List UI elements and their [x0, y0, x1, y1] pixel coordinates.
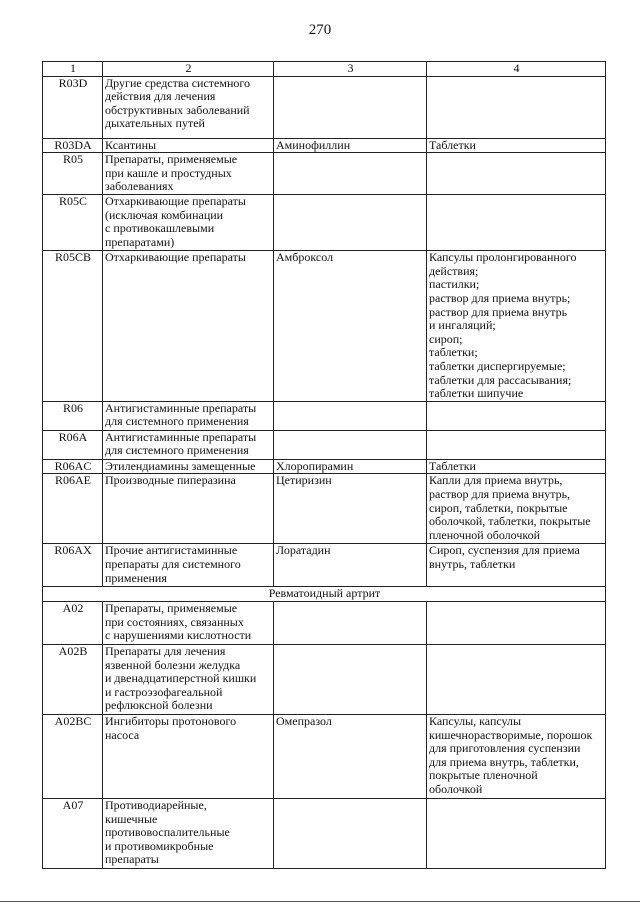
drug-group-cell: Отхаркивающие препараты (исключая комбинации с противокашлевыми препаратами) — [103, 195, 274, 251]
drug-group-cell: Противодиарейные, кишечные противовоспалительные и противомикробные препараты — [103, 798, 274, 868]
atc-code-cell: R03DA — [43, 138, 103, 153]
atc-code-cell: R05C — [43, 195, 103, 251]
drug-name-cell — [274, 401, 427, 430]
table-row — [43, 474, 606, 544]
table-row — [43, 138, 606, 153]
table-row — [43, 644, 606, 714]
table-row — [43, 76, 606, 138]
dosage-form-cell — [427, 76, 606, 138]
drug-group-cell: Прочие антигистаминные препараты для системного применения — [103, 544, 274, 587]
table-row — [43, 459, 606, 474]
dosage-form-cell: Таблетки — [427, 459, 606, 474]
table-row — [43, 601, 606, 644]
atc-code-cell: A02 — [43, 601, 103, 644]
header-row — [43, 62, 606, 77]
drug-name-cell — [274, 195, 427, 251]
table-row — [43, 401, 606, 430]
table-row — [43, 544, 606, 587]
drug-name-cell — [274, 644, 427, 714]
section-row — [43, 587, 606, 602]
dosage-form-cell — [427, 798, 606, 868]
drug-name-cell — [274, 153, 427, 195]
drug-name-cell: Хлоропирамин — [274, 459, 427, 474]
dosage-form-cell: Таблетки — [427, 138, 606, 153]
atc-code-cell: A02B — [43, 644, 103, 714]
drug-name-cell — [274, 798, 427, 868]
drug-group-cell: Другие средства системного действия для лечения обструктивных заболеваний дыхательных путей — [103, 76, 274, 138]
atc-code-cell: A02BC — [43, 714, 103, 798]
section-heading: Ревматоидный артрит — [43, 587, 606, 602]
atc-code-cell: R06 — [43, 401, 103, 430]
drug-name-cell: Цетиризин — [274, 474, 427, 544]
atc-code-cell: R05 — [43, 153, 103, 195]
dosage-form-cell: Капсулы, капсулы кишечнорастворимые, порошок для приготовления суспензии для приема внутрь, таблетки, покрытые пленочной оболочкой — [427, 714, 606, 798]
scan-bottom-edge — [0, 901, 640, 902]
dosage-form-cell — [427, 153, 606, 195]
table-row — [43, 798, 606, 868]
dosage-form-cell — [427, 195, 606, 251]
table-row — [43, 153, 606, 195]
dosage-form-cell — [427, 601, 606, 644]
column-header: 4 — [427, 62, 606, 77]
drug-group-cell: Препараты для лечения язвенной болезни желудка и двенадцатиперстной кишки и гастроэзофагеальной рефлюксной болезни — [103, 644, 274, 714]
column-header: 2 — [103, 62, 274, 77]
dosage-form-cell: Капли для приема внутрь, раствор для приема внутрь, сироп, таблетки, покрытые оболочкой, таблетки, покрытые пленочной оболочкой — [427, 474, 606, 544]
atc-code-cell: R05CB — [43, 251, 103, 402]
drug-name-cell: Лоратадин — [274, 544, 427, 587]
page-number: 270 — [308, 22, 332, 38]
drug-name-cell — [274, 76, 427, 138]
dosage-form-cell: Капсулы пролонгированного действия; пастилки; раствор для приема внутрь; раствор для приема внутрь и ингаляций; сироп; таблетки; таблетки диспергируемые; таблетки для рассасывания; таблетки шипучие — [427, 251, 606, 402]
drug-name-cell — [274, 601, 427, 644]
atc-code-cell: R06AX — [43, 544, 103, 587]
table-row — [43, 195, 606, 251]
drug-group-cell: Антигистаминные препараты для системного применения — [103, 401, 274, 430]
table-row — [43, 430, 606, 459]
drug-group-cell: Этилендиамины замещенные — [103, 459, 274, 474]
drug-group-cell: Производные пиперазина — [103, 474, 274, 544]
medication-table — [42, 61, 606, 869]
atc-code-cell: R06AC — [43, 459, 103, 474]
table-row — [43, 714, 606, 798]
dosage-form-cell: Сироп, суспензия для приема внутрь, таблетки — [427, 544, 606, 587]
table-body — [43, 76, 606, 868]
dosage-form-cell — [427, 430, 606, 459]
drug-name-cell — [274, 430, 427, 459]
drug-group-cell: Ксантины — [103, 138, 274, 153]
atc-code-cell: R06A — [43, 430, 103, 459]
atc-code-cell: R06AE — [43, 474, 103, 544]
drug-name-cell: Амброксол — [274, 251, 427, 402]
drug-group-cell: Препараты, применяемые при состояниях, связанных с нарушениями кислотности — [103, 601, 274, 644]
drug-name-cell: Омепразол — [274, 714, 427, 798]
dosage-form-cell — [427, 644, 606, 714]
dosage-form-cell — [427, 401, 606, 430]
atc-code-cell: A07 — [43, 798, 103, 868]
drug-group-cell: Отхаркивающие препараты — [103, 251, 274, 402]
drug-name-cell: Аминофиллин — [274, 138, 427, 153]
drug-group-cell: Антигистаминные препараты для системного применения — [103, 430, 274, 459]
table-row — [43, 251, 606, 402]
column-header: 3 — [274, 62, 427, 77]
atc-code-cell: R03D — [43, 76, 103, 138]
drug-group-cell: Препараты, применяемые при кашле и простудных заболеваниях — [103, 153, 274, 195]
column-header: 1 — [43, 62, 103, 77]
drug-group-cell: Ингибиторы протонового насоса — [103, 714, 274, 798]
